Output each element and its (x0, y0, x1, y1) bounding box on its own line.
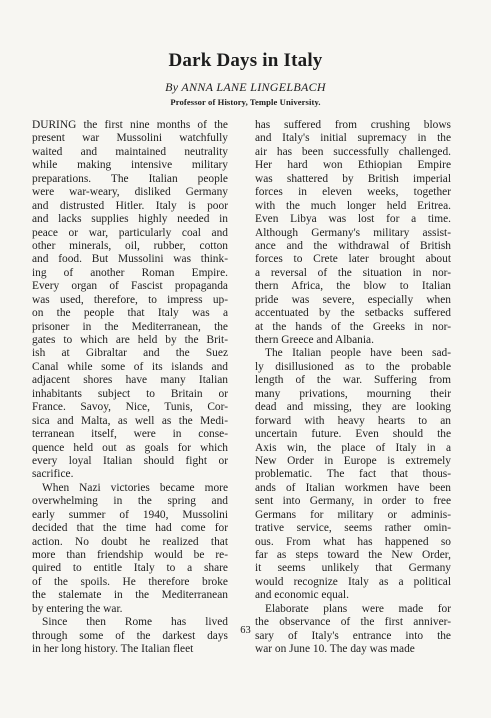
text-line: was used, therefore, to impress up- (32, 293, 228, 306)
text-line: New Order in Europe is extremely (255, 454, 451, 467)
text-line: ish at Gibraltar and the Suez (32, 347, 228, 360)
text-line: Even Libya was lost for a time. (255, 213, 451, 226)
right-text-column (255, 119, 451, 657)
text-line: ands of Italian workmen have been (255, 481, 451, 494)
text-line: while making intensive military (32, 159, 228, 172)
text-line: by entering the war. (32, 602, 123, 615)
text-line: other minerals, oil, rubber, cotton (32, 239, 228, 252)
text-line: Canal while some of its islands and (32, 360, 228, 373)
text-line: air has been successfully challenged. (255, 145, 451, 158)
text-line: present war Mussolini watchfully (32, 132, 228, 145)
text-line: Since then Rome has lived (42, 616, 228, 629)
author-byline: By ANNA LANE LINGELBACH (165, 80, 326, 94)
text-line: preparations. The Italian people (32, 172, 228, 185)
text-line: prisoner in the Mediterranean, the (32, 320, 228, 333)
page-number: 63 (240, 625, 251, 636)
text-line: and food. But Mussolini was think- (32, 253, 228, 266)
text-line: pride was severe, especially when (255, 293, 451, 306)
article-title: Dark Days in Italy (168, 50, 323, 71)
text-line: and Italy's initial supremacy in the (255, 132, 451, 145)
text-line: DURING the first nine months of the (32, 119, 228, 131)
text-line: decided that the time had come for (32, 522, 228, 535)
text-line: quence held out as goals for which (32, 441, 228, 454)
text-line: Although Germany's military assist- (255, 226, 451, 239)
text-line: the stalemate in the Mediterranean (32, 589, 228, 602)
text-line: trative service, seems rather omin- (255, 522, 451, 535)
text-line: through some of the darkest days (32, 629, 228, 642)
text-line: on the people that Italy was a (32, 307, 228, 320)
text-line: and distrusted Hitler. Italy is poor (32, 199, 228, 212)
text-line: thern Africa, the blow to Italian (255, 280, 451, 293)
text-line: problematic. The fact that thous- (255, 468, 451, 481)
text-line: action. No doubt he realized that (32, 535, 228, 548)
text-line: has suffered from crushing blows (255, 119, 451, 131)
text-line: sary of Italy's entrance into the (255, 629, 451, 642)
left-text-column (32, 119, 228, 657)
text-line: and lacks supplies highly needed in (32, 213, 228, 226)
text-line: gates to which are held by the Brit- (32, 334, 228, 346)
text-line: quired to entitle Italy to a share (32, 562, 228, 575)
text-line: forces to Crete later brought about (255, 253, 451, 266)
text-line: with the much longer held Eritrea. (255, 199, 451, 212)
text-line: forward with heavy hearts to an (255, 414, 451, 427)
text-line: ing of another Roman Empire. (32, 266, 228, 279)
text-line: of the spoils. He therefore broke (32, 575, 228, 588)
text-line: The Italian people have been sad- (265, 347, 451, 360)
text-line: sacrifice. (32, 468, 74, 481)
text-line: ly disillusioned as to the probable (255, 360, 451, 373)
text-line: inhabitants subject to Britain or (32, 387, 228, 400)
text-line: forces in eleven weeks, together (255, 186, 451, 199)
text-line: terranean itself, were in conse- (32, 428, 228, 441)
text-line: many privations, mourning their (255, 387, 451, 400)
text-line: uncertain future. Even should the (255, 428, 451, 441)
text-line: France. Savoy, Nice, Tunis, Cor- (32, 401, 228, 414)
text-line: sent into Germany, in order to free (255, 495, 451, 508)
text-line: ous. From what has happened so (255, 535, 451, 548)
text-line: at the hands of the Greeks in nor- (255, 320, 451, 333)
text-line: thern Greece and Albania. (255, 334, 374, 346)
text-line: When Nazi victories became more (42, 481, 228, 494)
text-line: length of the war. Suffering from (255, 374, 451, 387)
text-line: Axis win, the place of Italy in a (255, 441, 451, 454)
text-line: Her hard won Ethiopian Empire (255, 159, 451, 172)
text-line: early summer of 1940, Mussolini (32, 508, 228, 521)
text-line: dead and missing, they are looking (255, 401, 451, 414)
text-line: Every organ of Fascist propaganda (32, 280, 228, 293)
text-line: in her long history. The Italian fleet (32, 643, 194, 656)
text-line: a reversal of the situation in nor- (255, 266, 451, 279)
text-line: far as steps toward the New Order, (255, 549, 451, 561)
text-line: would recognize Italy as a political (255, 575, 451, 588)
text-line: peace or war, particularly coal and (32, 226, 228, 239)
text-line: waited and maintained neutrality (32, 145, 228, 158)
text-line: was shattered by British imperial (255, 172, 451, 185)
text-line: accentuated by the setbacks suffered (255, 307, 451, 320)
text-line: adjacent shores have many Italian (32, 374, 228, 387)
text-line: every loyal Italian should fight or (32, 454, 228, 467)
text-line: ance and the withdrawal of British (255, 239, 451, 252)
text-line: and economic equal. (255, 589, 349, 602)
text-line: Elaborate plans were made for (265, 602, 451, 615)
text-line: sica and Malta, as well as the Medi- (32, 414, 228, 427)
text-line: the observance of the first anniver- (255, 616, 451, 629)
author-affiliation: Professor of History, Temple University. (170, 97, 321, 107)
text-line: Germans for military or adminis- (255, 508, 451, 521)
text-line: were war-weary, disliked Germany (32, 186, 228, 199)
text-line: war on June 10. The day was made (255, 643, 415, 656)
text-line: overwhelming in the spring and (32, 495, 228, 508)
text-line: it seems unlikely that Germany (255, 562, 451, 575)
text-line: more than friendship would be re- (32, 549, 228, 561)
